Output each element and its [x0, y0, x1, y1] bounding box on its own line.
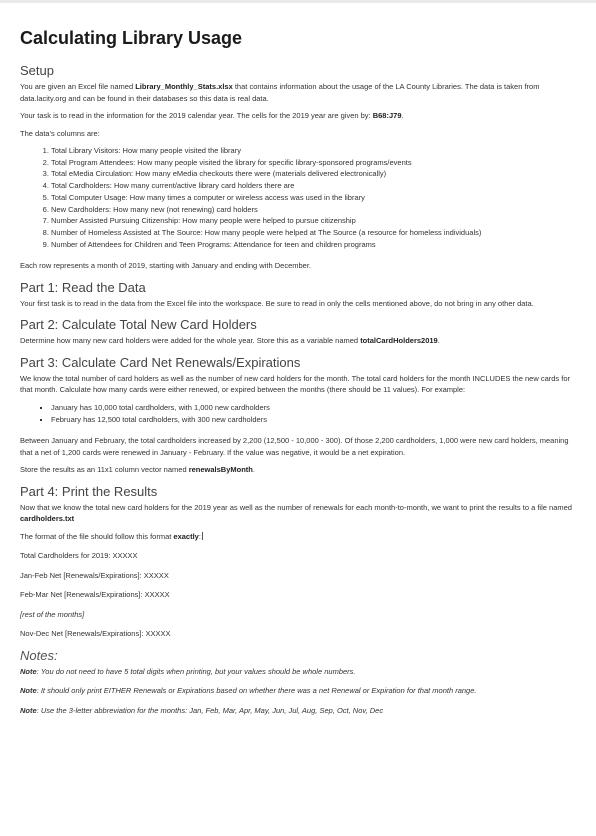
part3-heading: Part 3: Calculate Card Net Renewals/Expirations: [20, 354, 301, 370]
cell-range: B68:J79: [372, 111, 402, 120]
part4-section: [20, 484, 576, 640]
format-line: Feb-Mar Net [Renewals/Expirations]: XXXXX: [20, 590, 170, 600]
notes-section: [20, 648, 576, 717]
list-item: 3. Total eMedia Circulation: How many eMedia checkouts there were (materials delivered electronically): [51, 168, 576, 180]
part1-section: [20, 280, 576, 310]
part2-heading: Part 2: Calculate Total New Card Holders: [20, 317, 257, 333]
list-item: 2. Total Program Attendees: How many people visited the library for specific library-sponsored programs/events: [51, 157, 576, 169]
list-item: ▪ February has 12,500 total cardholders, with 300 new cardholders: [51, 414, 576, 426]
list-item: 8. Number of Homeless Assisted at The Source: How many people were helped at The Source (a resource for homeless individuals): [51, 227, 576, 239]
part2-section: [20, 317, 576, 347]
notes-heading: Notes:: [20, 647, 58, 663]
part2-text: Determine how many new card holders were added for the whole year. Store this as a variable named totalCardHolders2019.: [20, 336, 440, 346]
setup-task: Your task is to read in the information for the 2019 calendar year. The cells for the 2019 year are given by: B68:J79.: [20, 111, 404, 120]
part1-text: Your first task is to read in the data from the Excel file into the workspace. Be sure to read in only the cells mentioned above, do not bring in any other data.: [20, 298, 534, 308]
list-item: 1. Total Library Visitors: How many people visited the library: [51, 145, 576, 157]
note-item: Note: You do not need to have 5 total digits when printing, but your values should be whole numbers.: [20, 666, 356, 676]
format-rest: [rest of the months]: [20, 609, 85, 619]
part3-store: Store the results as an 11x1 column vector named renewalsByMonth.: [20, 465, 255, 475]
part3-section: [20, 355, 576, 476]
document: [0, 3, 596, 716]
setup-intro: You are given an Excel file named Library_Monthly_Stats.xlsx that contains information about the usage of the LA County Libraries. The data is taken from data.lacity.org and can be found in their databases so this data is real data.: [20, 82, 540, 103]
part1-heading: Part 1: Read the Data: [20, 279, 146, 295]
columns-intro: The data's columns are:: [20, 128, 100, 138]
part4-heading: Part 4: Print the Results: [20, 483, 158, 499]
note-item: Note: It should only print EITHER Renewals or Expirations based on whether there was a net Renewal or Expiration for that month range.: [20, 686, 477, 696]
excel-filename: Library_Monthly_Stats.xlsx: [135, 82, 233, 91]
note-item: Note: Use the 3-letter abbreviation for the months: Jan, Feb, Mar, Apr, May, Jun, Jul, Aug, Sep, Oct, Nov, Dec: [20, 705, 384, 715]
list-item: 5. Total Computer Usage: How many times a computer or wireless access was used in the library: [51, 192, 576, 204]
format-line: Jan-Feb Net [Renewals/Expirations]: XXXXX: [20, 570, 169, 580]
setup-heading: Setup: [20, 63, 54, 78]
rows-note: Each row represents a month of 2019, starting with January and ending with December.: [20, 261, 311, 271]
list-item: 9. Number of Attendees for Children and Teen Programs: Attendance for teen and children programs: [51, 239, 576, 251]
format-intro: The format of the file should follow this format exactly:: [20, 531, 201, 541]
part3-explanation: Between January and February, the total cardholders increased by 2,200 (12,500 - 10,000 - 300). Of those 2,200 cardholders, 1,000 were new card holders, meaning that a net of 1,200 cards were renewed in January - February. If the value was negative, it would be a net expiration.: [20, 436, 569, 457]
format-line: Nov-Dec Net [Renewals/Expirations]: XXXXX: [20, 629, 171, 639]
setup-section: [20, 63, 576, 272]
part4-text: Now that we know the total new card holders for the 2019 year as well as the number of renewals for each month-to-month, we want to print the results to a file named cardholders.txt: [20, 502, 572, 524]
columns-list: [20, 145, 576, 250]
text-cursor: [202, 532, 203, 540]
list-item: ▪ January has 10,000 total cardholders, with 1,000 new cardholders: [51, 402, 576, 414]
page-title: Calculating Library Usage: [20, 28, 243, 48]
variable-name: renewalsByMonth: [188, 465, 253, 475]
example-list: [20, 402, 576, 425]
output-filename: cardholders.txt: [20, 514, 75, 524]
part3-text: We know the total number of card holders as well as the number of new card holders for the month. The total card holders for the month INCLUDES the new cards for that month. Calculate how many cards were either renewed, or expired between the months (there should be 11 values). For example:: [20, 373, 570, 395]
format-line: Total Cardholders for 2019: XXXXX: [20, 551, 138, 561]
variable-name: totalCardHolders2019: [360, 336, 438, 346]
list-item: 7. Number Assisted Pursuing Citizenship: How many people were helped to pursue citizenship: [51, 215, 576, 227]
list-item: 4. Total Cardholders: How many current/active library card holders there are: [51, 180, 576, 192]
list-item: 6. New Cardholders: How many new (not renewing) card holders: [51, 204, 576, 216]
